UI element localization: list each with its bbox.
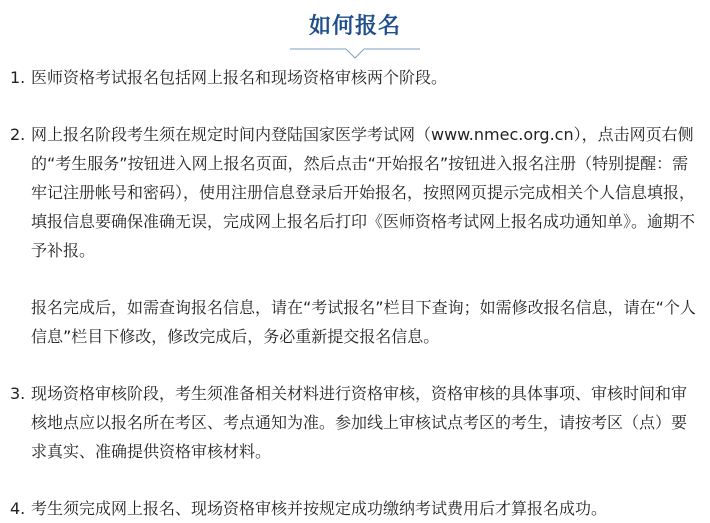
underline-chevron-icon [346, 49, 364, 58]
section-title: 如何报名 [308, 14, 401, 39]
item-number: 2. [10, 125, 26, 144]
item-number: 4. [10, 499, 26, 518]
item-2-extra-paragraph: 报名完成后，如需查询报名信息，请在“考试报名”栏目下查询；如需修改报名信息，请在“个人信息”栏目下修改，修改完成后，务必重新提交报名信息。 [31, 298, 696, 346]
item-number: 3. [10, 384, 26, 403]
section-header [0, 0, 710, 70]
list-item-4 [10, 494, 700, 523]
item-text: 网上报名阶段考生须在规定时间内登陆国家医学考试网（www.nmec.org.cn），点击网页右侧的“考生服务”按钮进入网上报名页面，然后点击“开始报名”按钮进入报名注册（特别提醒：需牢记注册帐号和密码），使用注册信息登录后开始报名，按照网页提示完成相关个人信息填报，填报信息要确保准确无误，完成网上报名后打印《医师资格考试网上报名成功通知单》。逾期不予补报。 [31, 125, 696, 260]
instructions-list [10, 63, 700, 523]
spacer [10, 92, 700, 120]
item-number: 1. [10, 68, 26, 87]
spacer [10, 351, 700, 379]
spacer [10, 265, 700, 293]
item-text: 医师资格考试报名包括网上报名和现场资格审核两个阶段。 [31, 68, 448, 87]
item-text: 考生须完成网上报名、现场资格审核并按规定成功缴纳考试费用后才算报名成功。 [31, 499, 608, 518]
list-item-1 [10, 63, 700, 92]
spacer [10, 466, 700, 494]
list-item-3 [10, 379, 700, 466]
list-item-2 [10, 120, 700, 265]
item-text: 现场资格审核阶段，考生须准备相关材料进行资格审核，资格审核的具体事项、审核时间和审核地点应以报名所在考区、考点通知为准。参加线上审核试点考区的考生，请按考区（点）要求真实、准确提供资格审核材料。 [31, 384, 688, 461]
title-underline-decoration [290, 46, 420, 64]
